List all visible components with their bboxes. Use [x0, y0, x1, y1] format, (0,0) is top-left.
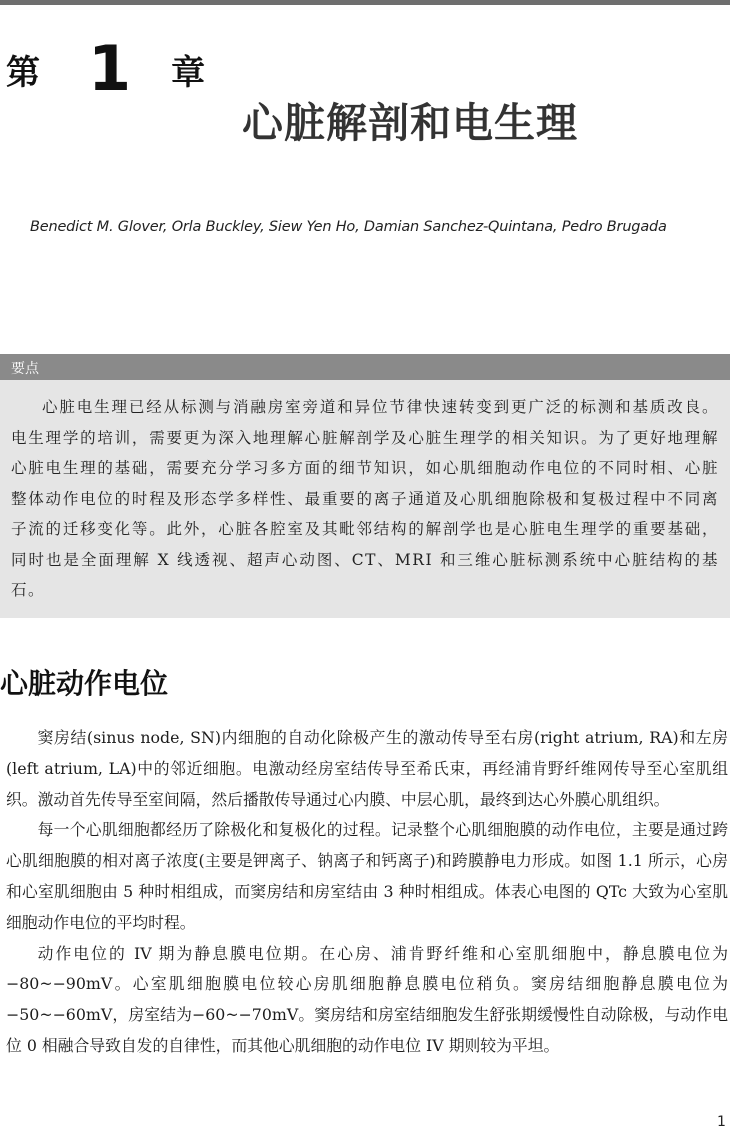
key-points-box — [0, 380, 730, 618]
chapter-title: 心脏解剖和电生理 — [242, 99, 578, 147]
paragraph: 每一个心肌细胞都经历了除极化和复极化的过程。记录整个心肌细胞膜的动作电位，主要是通过跨心肌细胞膜的相对离子浓度(主要是钾离子、钠离子和钙离子)和跨膜静电力形成。如图 1.1 所示，心房和心室肌细胞由 5 种时相组成，而窦房结和房室结由 3 种时相组成。体表心电图的 QTc 大致为心室肌细胞动作电位的平均时程。 — [6, 820, 728, 932]
key-points-text: 心脏电生理已经从标测与消融房室旁道和异位节律快速转变到更广泛的标测和基质改良。电生理学的培训，需要更为深入地理解心脏解剖学及心脏生理学的相关知识。为了更好地理解心脏电生理的基础，需要充分学习多方面的细节知识，如心肌细胞动作电位的不同时相、心脏整体动作电位的时程及形态学多样性、最重要的离子通道及心肌细胞除极和复极过程中不同离子流的迁移变化等。此外，心脏各腔室及其毗邻结构的解剖学也是心脏电生理学的重要基础，同时也是全面理解 X 线透视、超声心动图、CT、MRI 和三维心脏标测系统中心脏结构的基石。 — [11, 398, 719, 599]
chapter-word-right: 章 — [171, 53, 206, 93]
page-number: 1 — [717, 1114, 726, 1130]
authors: Benedict M. Glover, Orla Buckley, Siew Yen Ho, Damian Sanchez-Quintana, Pedro Brugada — [30, 219, 667, 235]
key-points-heading: 要点 — [11, 361, 39, 377]
paragraph: 动作电位的 IV 期为静息膜电位期。在心房、浦肯野纤维和心室肌细胞中，静息膜电位为−80~−90mV。心室肌细胞膜电位较心房肌细胞静息膜电位稍负。窦房结细胞静息膜电位为−50~−60mV，房室结为−60~−70mV。窦房结和房室结细胞发生舒张期缓慢性自动除极，与动作电位 0 相融合导致自发的自律性，而其他心肌细胞的动作电位 IV 期则较为平坦。 — [6, 943, 728, 1055]
chapter-heading — [6, 32, 205, 105]
top-rule — [0, 0, 730, 5]
chapter-number: 1 — [88, 32, 132, 105]
chapter-word-left: 第 — [6, 53, 40, 93]
key-points-header — [0, 354, 730, 380]
paragraph: 窦房结(sinus node, SN)内细胞的自动化除极产生的激动传导至右房(right atrium, RA)和左房(left atrium, LA)中的邻近细胞。电激动经房室结传导至希氏束，再经浦肯野纤维网传导至心室肌组织。激动首先传导至室间隔，然后播散传导通过心内膜、中层心肌，最终到达心外膜心肌组织。 — [6, 728, 728, 809]
section-title: 心脏动作电位 — [0, 667, 169, 700]
body-text — [6, 723, 728, 1062]
